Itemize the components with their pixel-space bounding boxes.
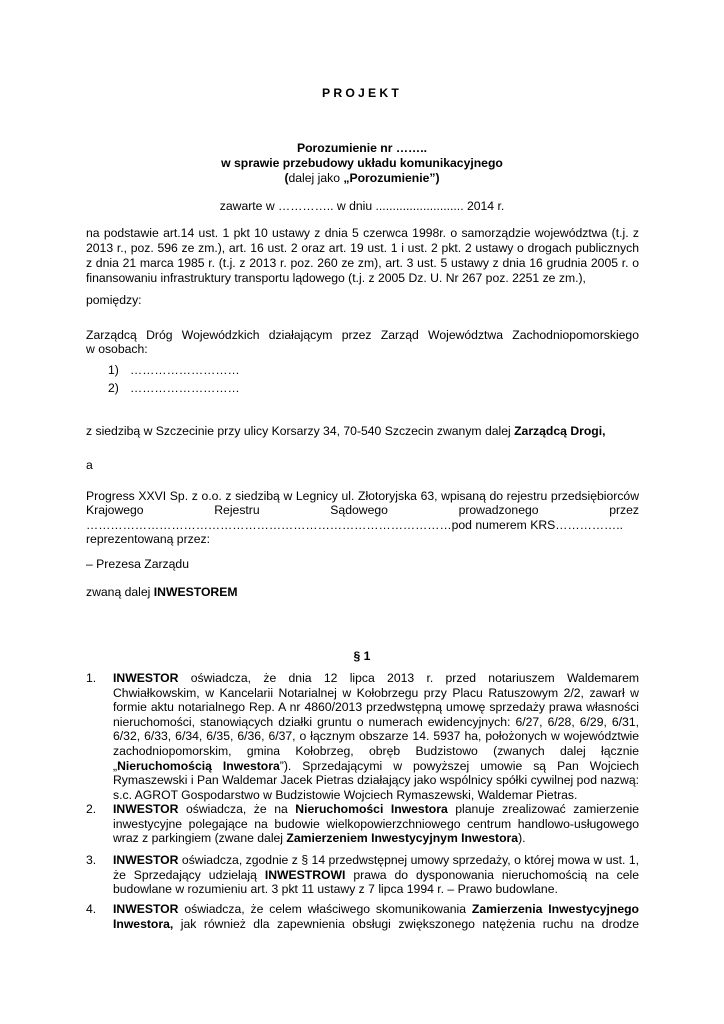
clause-line: że Sprzedający udzielają INWESTROWI prawa do dysponowania nieruchomością na cele (113, 867, 639, 882)
party2-line: Progress XXVI Sp. z o.o. z siedzibą w Legnicy ul. Złotoryjska 63, wpisaną do rejestru przedsiębiorców (86, 489, 639, 503)
agreement-title: Porozumienie nr …….. (296, 141, 428, 155)
party1-line: Zarządcą Dróg Wojewódzkich działającym przez Zarząd Województwa Zachodniopomorskiego (86, 328, 639, 342)
agreement-alias: (dalej jako „Porozumienie”) (284, 171, 440, 185)
and-connector: a (86, 458, 93, 472)
clause-line: s.c. AGROT Gospodarstwo w Budzistowie Wojciech Rymaszewski, Waldemar Pietras. (113, 787, 578, 802)
concluded-line: zawarte w ………….. w dniu .......................... 2014 r. (219, 199, 505, 213)
party1-seat: z siedzibą w Szczecinie przy ulicy Korsarzy 34, 70-540 Szczecin zwanym dalej Zarządcą Drogi, (86, 424, 606, 438)
legal-basis-line: finansowaniu infrastruktury transportu lądowego (t.j. z 2005 Dz. U. Nr 267 poz. 2251 ze zm.), (86, 271, 586, 285)
clause-line: „Nieruchomością Inwestora”). Sprzedającymi w powyższej umowie są Pan Wojciech (113, 758, 639, 773)
agreement-subject: w sprawie przebudowy układu komunikacyjnego (221, 156, 503, 170)
clause-number: 4. (86, 902, 97, 916)
clause-line: zachodniopomorskim, gmina Kołobrzeg, obręb Budzistowo (zwanych dalej łącznie (113, 744, 639, 758)
party2-line: reprezentowaną przez: (86, 532, 210, 546)
clause-line: INWESTOR oświadcza, że celem właściwego skomunikowania Zamierzenia Inwestycyjnego (113, 902, 640, 916)
clause-number: 1. (86, 671, 97, 685)
clause-number: 2. (86, 802, 97, 816)
clause-line: INWESTOR oświadcza, że na Nieruchomości Inwestora planuje zrealizować zamierzenie (113, 802, 639, 816)
clause-line: 6/32, 6/33, 6/34, 6/35, 6/36, 6/37, o łącznym obszarze 14. 5937 ha, położonych w województwie (113, 729, 639, 744)
clause-number: 3. (86, 853, 97, 867)
clause-line: inwestycyjne polegające na budowie wielkopowierzchniowego centrum handlowo-usługowego (113, 816, 639, 831)
section-heading: § 1 (353, 649, 371, 663)
party2-called: zwaną dalej INWESTOREM (86, 585, 238, 599)
person-item: 2) ……………………… (108, 381, 240, 395)
clause-line: nieruchomości, stanowiących działki gruntu o numerach ewidencyjnych: 6/27, 6/28, 6/29, 6/31, (113, 714, 639, 729)
party1-line: w osobach: (86, 342, 148, 356)
legal-basis-line: na podstawie art.14 ust. 1 pkt 10 ustawy z dnia 5 czerwca 1998r. o samorządzie województwa (t.j. z (86, 226, 639, 240)
legal-basis-line: z dnia 21 marca 1985 r. (t.j. z 2013 r. poz. 260 ze zm), art. 3 ust. 5 ustawy z dnia 16 grudnia 2005 r. o (86, 256, 639, 270)
clause-line: Rymaszewski i Pan Waldemar Jacek Pietras działający jako wspólnicy spółki cywilnej pod nazwą: (113, 773, 639, 788)
between-label: pomiędzy: (86, 293, 142, 307)
clause-line: wraz z parkingiem (zwane dalej Zamierzeniem Inwestycyjnym Inwestora). (113, 831, 526, 846)
clause-line: INWESTOR oświadcza, zgodnie z § 14 przedwstępnej umowy sprzedaży, o której mowa w ust. 1, (113, 853, 639, 867)
person-item: 1) ……………………… (108, 363, 240, 377)
clause-line: budowlane w rozumieniu art. 3 pkt 11 ustawy z 7 lipca 1994 r. – Prawo budowlane. (113, 882, 558, 897)
clause-line: Chwiałkowskim, w Kancelarii Notarialnej w Kołobrzegu przy Placu Ratuszowym 2/2, zawarł w (113, 685, 639, 700)
clause-line: formie aktu notarialnego Rep. A nr 4860/2013 przedwstępną umowę sprzedaży prawa własności (113, 700, 639, 715)
party2-line: Krajowego Rejestru Sądowego prowadzonego przez (86, 503, 639, 517)
clause-line: Inwestora, jak również dla zapewnienia obsługi zwiększonego natężenia ruchu na drodze (113, 916, 639, 931)
clause-line: INWESTOR oświadcza, że dnia 12 lipca 2013 r. przed notariuszem Waldemarem (113, 671, 639, 685)
party2-president: – Prezesa Zarządu (86, 557, 189, 571)
party2-krs-line: ………………………………………………………………………………pod numerem KRS…………….. (86, 518, 623, 532)
legal-basis-line: 2013 r., poz. 596 ze zm.), art. 16 ust. 2 oraz art. 19 ust. 1 i ust. 2 pkt. 2 ustawy o drogach publicznych (86, 241, 639, 255)
projekt-heading: PROJEKT (322, 86, 402, 100)
